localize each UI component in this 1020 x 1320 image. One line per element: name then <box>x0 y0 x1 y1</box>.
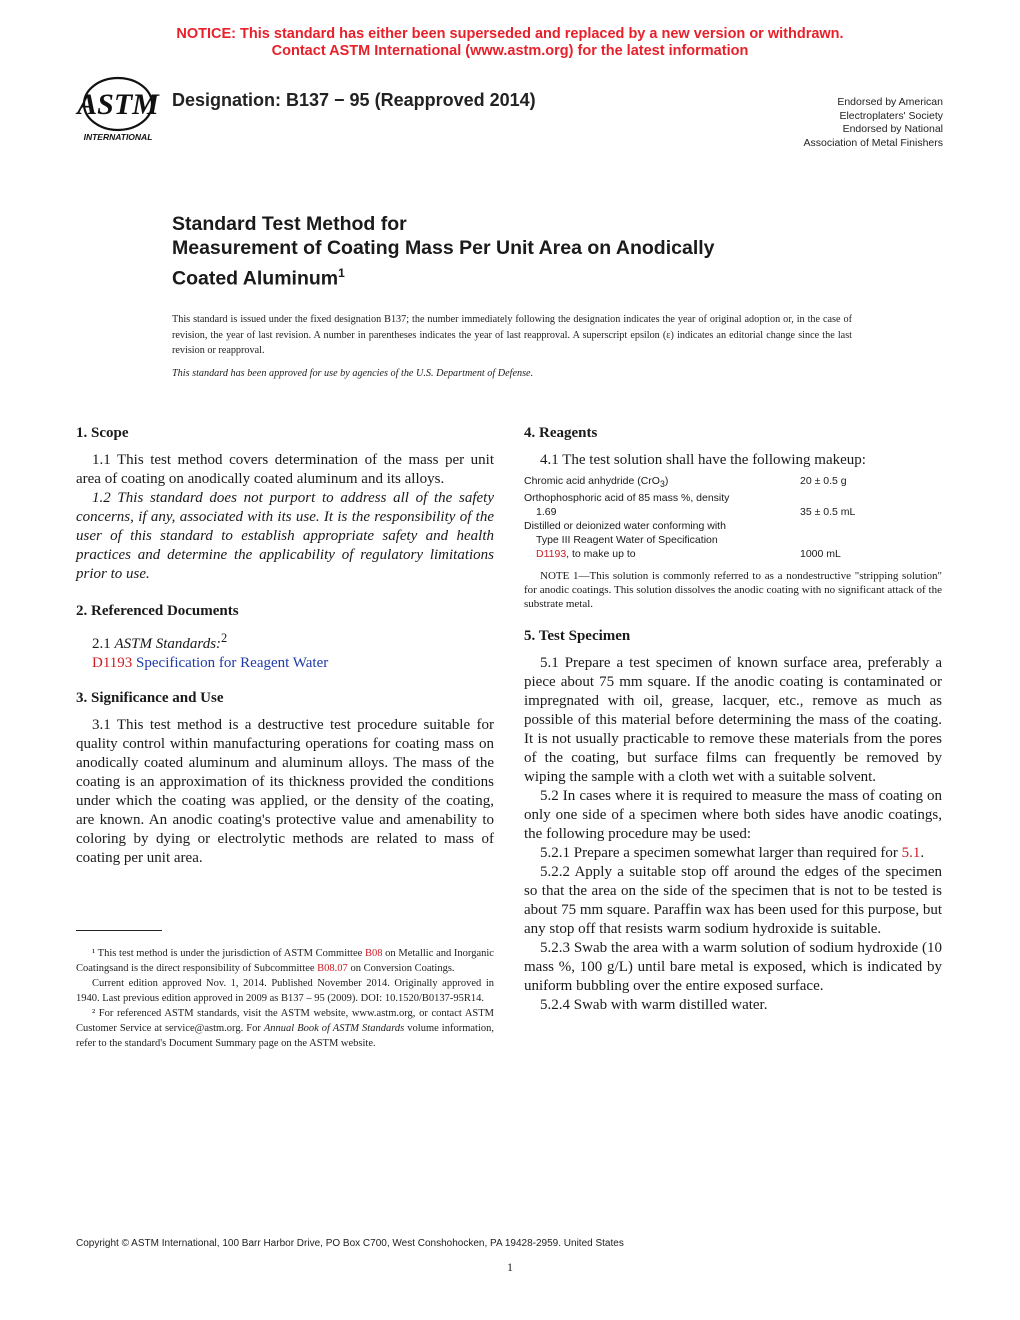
reagent-label: Orthophosphoric acid of 85 mass %, density <box>524 492 730 505</box>
reagent-value: 1000 mL <box>800 548 841 561</box>
paragraph-5-2: 5.2 In cases where it is required to measure the mass of coating on only one side of a specimen where both sides have anodic coatings, the following procedure may be used: <box>524 788 942 843</box>
page-number: 1 <box>507 1260 513 1274</box>
designation: Designation: B137 − 95 (Reapproved 2014) <box>172 90 536 110</box>
table-row <box>524 505 944 519</box>
table-row <box>524 519 944 533</box>
link-d1193-table[interactable]: D1193 <box>536 548 567 561</box>
issued-statement: This standard is issued under the fixed designation B137; the number immediately following the designation indicates the year of original adoption or, in the case of revision, the year of last revision. A number in parentheses indicates the year of last reapproval. A superscript epsilon (ε) indicates an editorial change since the last revision or reapproval. <box>172 314 852 356</box>
link-section-5-1[interactable]: 5.1 <box>901 845 921 862</box>
logo-subtext: INTERNATIONAL <box>83 132 153 142</box>
paragraph-5-2-2: 5.2.2 Apply a suitable stop off around the edges of the specimen so that the area on the side of the specimen that is not to be tested is about 75 mm square. Paraffin wax has been used for this purpose, but any stop off that resists warm sodium hydroxide is suitable. <box>524 864 942 938</box>
astm-standards-label: ASTM Standards: <box>114 636 222 652</box>
reagent-label-cont <box>524 547 800 561</box>
link-d1193[interactable]: D1193 <box>92 655 133 671</box>
astm-logo-icon <box>72 76 164 146</box>
table-row <box>524 547 944 561</box>
reagent-table <box>524 474 944 561</box>
endorsed-line: Endorsed by American <box>837 96 943 108</box>
withdrawal-notice <box>0 26 1020 60</box>
paragraph-1-2: 1.2 This standard does not purport to address all of the safety concerns, if any, associated with its use. It is the responsibility of the user of this standard to establish appropriate safety and health practices and determine the applicability of regulatory limitations prior to use. <box>76 490 494 582</box>
footnote-1-edition: Current edition approved Nov. 1, 2014. Published November 2014. Originally approved in 1940. Last previous edition approved in 2009 as B137 – 95 (2009). DOI: 10.1520/B0137-95R14. <box>76 978 494 1004</box>
astm-logo <box>72 76 164 146</box>
footnotes <box>76 946 494 1051</box>
footnote-1-text-c: on Conversion Coatings. <box>347 963 455 974</box>
footnote-2-italic: Annual Book of ASTM Standards <box>263 1023 405 1034</box>
section-heading-significance: 3. Significance and Use <box>76 690 224 706</box>
table-row <box>524 474 944 491</box>
reagent-label <box>524 474 800 491</box>
paragraph-5-2-1-end: . <box>920 845 925 862</box>
footnote-1 <box>76 946 494 976</box>
document-title <box>172 212 892 292</box>
footnote-1-text-a: ¹ This test method is under the jurisdiction of ASTM Committee <box>92 948 365 959</box>
paragraph-3-1: 3.1 This test method is a destructive test procedure suitable for quality control within manufacturing operations for coating mass on anodically coated aluminum and aluminum alloys. The mass of the coating is an approximation of its thickness provided the conditions under which the coating was applied, or the density of the coating, are known. An anodic coating's protective value and amenability to coloring by dying or electrolytic methods are related to mass of coating per unit area. <box>76 717 494 866</box>
section-heading-specimen: 5. Test Specimen <box>524 628 631 645</box>
footnote-1-text-b: on Metallic and Inorganic Coatingsand is the direct responsibility of Subcommittee <box>76 948 494 974</box>
link-b08[interactable]: B08 <box>364 948 383 959</box>
endorsed-line: Association of Metal Finishers <box>803 136 943 149</box>
paragraph-5-1: 5.1 Prepare a test specimen of known surface area, preferably a piece about 75 mm square. If the anodic coating is contaminated or impregnated with oil, grease, lacquer, etc., remove as much as possible of this material before determining the mass of the coating. It is not usually practicable to remove these materials from the pores of the coating, but surface films can frequently be removed by wiping the sample with a cloth wet with a suitable solvent. <box>524 655 942 786</box>
title-line-2: Measurement of Coating Mass Per Unit Area on Anodically <box>172 237 715 259</box>
endorsed-line: Endorsed by National <box>842 123 943 135</box>
paragraph-4-1: 4.1 The test solution shall have the following makeup: <box>540 452 866 468</box>
reagent-1-name-end: ) <box>664 475 669 487</box>
dod-statement: This standard has been approved for use by agencies of the U.S. Department of Defense. <box>172 368 534 379</box>
reagent-1-name: Chromic acid anhydride (CrO <box>524 475 660 487</box>
reagent-value: 35 ± 0.5 mL <box>800 506 856 519</box>
reagent-label: Distilled or deionized water conforming with <box>524 520 726 533</box>
section-heading-referenced: 2. Referenced Documents <box>76 603 239 619</box>
paragraph-1-1: 1.1 This test method covers determination of the mass per unit area of coating on anodically coated aluminum and its alloys. <box>76 452 494 487</box>
paragraph-2-1 <box>76 629 494 654</box>
reference-d1193 <box>76 654 494 673</box>
title-footnote-mark: 1 <box>338 266 345 280</box>
paragraph-5-2-4: 5.2.4 Swab with warm distilled water. <box>540 997 768 1014</box>
footnote-2-text-b: volume information, refer to the standard's Document Summary page on the ASTM website. <box>76 1023 494 1049</box>
title-line-1: Standard Test Method for <box>172 213 407 235</box>
paragraph-5-2-1-text: 5.2.1 Prepare a specimen somewhat larger than required for <box>540 845 902 862</box>
reagent-value: 20 ± 0.5 g <box>800 475 847 487</box>
footnote-rule <box>76 930 162 931</box>
section-heading-reagents: 4. Reagents <box>524 425 598 441</box>
table-row <box>524 491 944 505</box>
reagent-1-subscript: 3 <box>659 479 665 490</box>
reagent-label-cont: 1.69 <box>536 506 557 519</box>
reagent-3-name-end: , to make up to <box>566 548 636 561</box>
notice-line-1: NOTICE: This standard has either been superseded and replaced by a new version or withdrawn. <box>176 26 844 42</box>
title-line-3-text: Coated Aluminum <box>172 267 339 290</box>
reagent-label-cont: Type III Reagent Water of Specification <box>536 534 718 547</box>
footnote-mark-2: 2 <box>221 631 228 645</box>
notice-line-2: Contact ASTM International (www.astm.org) for the latest information <box>271 43 749 59</box>
link-b08-07[interactable]: B08.07 <box>317 963 348 974</box>
endorsement-block <box>804 96 943 150</box>
right-column <box>524 424 942 1015</box>
endorsed-line: Electroplaters' Society <box>839 109 943 122</box>
paragraph-5-2-3: 5.2.3 Swab the area with a warm solution of sodium hydroxide (10 mass %, 100 g/L) until bare metal is exposed, which is indicated by uniform bubbling over the entire exposed surface. <box>524 940 942 995</box>
footnote-2 <box>76 1006 494 1051</box>
paragraph-2-1-number: 2.1 <box>92 636 115 652</box>
paragraph-5-2-1 <box>524 844 942 863</box>
title-line-3 <box>172 261 892 292</box>
link-reagent-water[interactable]: Specification for Reagent Water <box>136 655 329 671</box>
section-heading-scope: 1. Scope <box>76 425 129 441</box>
note-1: NOTE 1—This solution is commonly referred to as a nondestructive "stripping solution" for anodic coatings. This solution dissolves the anodic coating with no significant attack of the substrate metal. <box>524 570 942 611</box>
copyright: Copyright © ASTM International, 100 Barr Harbor Drive, PO Box C700, West Conshohocken, PA 19428-2959. United States <box>76 1238 624 1249</box>
logo-text: ASTM <box>77 88 159 121</box>
table-row <box>524 533 944 547</box>
left-column <box>76 424 494 868</box>
footnote-2-text-a: ² For referenced ASTM standards, visit the ASTM website, www.astm.org, or contact ASTM Customer Service at service@astm.org. For <box>76 1008 494 1034</box>
